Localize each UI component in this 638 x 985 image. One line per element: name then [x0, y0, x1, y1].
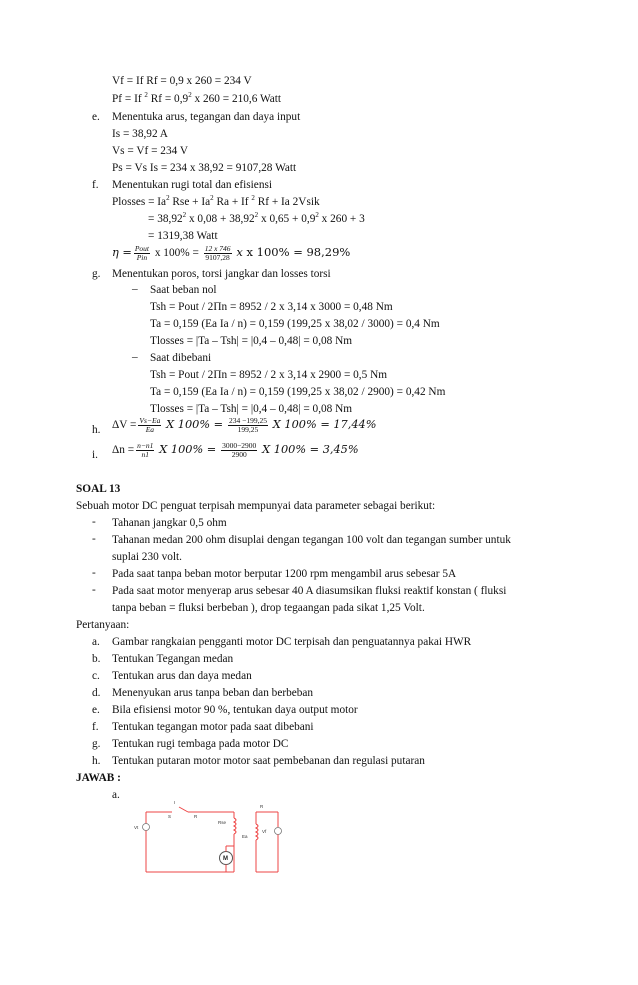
- soal-intro: Sebuah motor DC penguat terpisah mempunyai data parameter sebagai berikut:: [76, 500, 436, 512]
- question-text: Tentukan Tegangan medan: [112, 653, 234, 665]
- s-label: S: [168, 814, 172, 819]
- e-is: Is = 38,92 A: [112, 128, 168, 140]
- r1-label: R: [194, 814, 198, 819]
- f-label: f.: [92, 179, 99, 191]
- pf-line: Pf = If $^2$ $Rf = 0,9^2$ x 260 = 210,6 Watt: [112, 91, 282, 105]
- bullet-1: -: [92, 516, 96, 528]
- e-label: e.: [92, 111, 100, 123]
- delta-v-formula: ΔV = $\frac{Vs-Ea}{Ea}$ X 100% = $\frac{234 -199,25}{199,25}$ X 100% = 17,44%: [112, 415, 377, 434]
- question-text: Tentukan putaran motor motor saat pembebanan dan regulasi putaran: [112, 755, 425, 767]
- param-2b: suplai 230 volt.: [112, 551, 182, 563]
- question-label: f.: [92, 721, 99, 733]
- question-text: Menenyukan arus tanpa beban dan berbeban: [112, 687, 314, 699]
- e-title: Menentuka arus, tegangan dan daya input: [112, 111, 301, 123]
- f-title: Menentukan rugi total dan efisiensi: [112, 179, 272, 191]
- g-label: g.: [92, 268, 101, 280]
- beban-nol-tsh: Tsh = Pout / 2Πn = 8952 / 2 x 3,14 x 3000 = 0,48 Nm: [150, 301, 393, 313]
- delta-n-formula: Δn = $\frac{n-n1}{n1}$ X 100% = $\frac{3000-2900}{2900}$ X 100% = 3,45%: [112, 440, 359, 459]
- e-ps: Ps = Vs Is = 234 x 38,92 = 9107,28 Watt: [112, 162, 297, 174]
- question-text: Tentukan tegangan motor pada saat dibebani: [112, 721, 314, 733]
- i-label: i.: [92, 449, 98, 461]
- bullet-2: -: [92, 533, 96, 545]
- soal-title: SOAL 13: [76, 483, 121, 495]
- question-text: Bila efisiensi motor 90 %, tentukan daya output motor: [112, 704, 358, 716]
- h-label: h.: [92, 424, 101, 436]
- dibebani-tlosses: Tlosses = |Ta – Tsh| = |0,4 – 0,48| = 0,08 Nm: [150, 403, 353, 415]
- question-label: h.: [92, 755, 101, 767]
- vt-source-icon: [143, 824, 150, 831]
- vf-source-icon: [275, 828, 282, 835]
- bullet-3: -: [92, 567, 96, 579]
- motor-label: M: [223, 856, 228, 862]
- plosses-eq2: = $38,92^2$ x $0,08 + 38,92^2$ x $0,65 + 0,9^2$ x 260 + 3: [148, 211, 365, 225]
- dibebani-ta: Ta = 0,159 (Ea Ia / n) = 0,159 (199,25 x 38,02 / 2900) = 0,42 Nm: [150, 386, 446, 398]
- param-3: Pada saat tanpa beban motor berputar 1200 rpm mengambil arus sebesar 5A: [112, 568, 457, 580]
- question-label: a.: [92, 636, 100, 648]
- question-label: g.: [92, 738, 101, 750]
- dash-nol: –: [132, 283, 138, 295]
- param-2a: Tahanan medan 200 ohm disuplai dengan tegangan 100 volt dan tegangan sumber untuk: [112, 534, 511, 546]
- bullet-4: -: [92, 584, 96, 596]
- efficiency-formula: η = $\frac{\text{Pout}}{\text{Pin}}$ x 100% = $\frac{12 x 746}{9107,28}$ x x 100% = 98,29%: [112, 243, 351, 262]
- question-label: b.: [92, 653, 101, 665]
- vf-line: Vf = If Rf = 0,9 x 260 = 234 V: [112, 75, 252, 87]
- rse-label: Rse: [218, 820, 227, 825]
- e-vs: Vs = Vf = 234 V: [112, 145, 189, 157]
- dash-dibebani: –: [132, 351, 138, 363]
- question-text: Gambar rangkaian pengganti motor DC terpisah dan penguatannya pakai HWR: [112, 636, 472, 648]
- beban-nol-ta: Ta = 0,159 (Ea Ia / n) = 0,159 (199,25 x 38,02 / 3000) = 0,4 Nm: [150, 318, 440, 330]
- r2-label: R: [260, 804, 264, 809]
- beban-nol-title: Saat beban nol: [150, 284, 217, 296]
- i-label: I: [174, 800, 176, 805]
- circuit-diagram: [128, 800, 288, 878]
- dibebani-title: Saat dibebani: [150, 352, 212, 364]
- beban-nol-tlosses: Tlosses = |Ta – Tsh| = |0,4 – 0,48| = 0,08 Nm: [150, 335, 353, 347]
- pertanyaan-label: Pertanyaan:: [76, 619, 130, 631]
- vt-label: Vt: [134, 825, 139, 830]
- question-label: c.: [92, 670, 100, 682]
- question-text: Tentukan arus dan daya medan: [112, 670, 252, 682]
- question-text: Tentukan rugi tembaga pada motor DC: [112, 738, 289, 750]
- g-title: Menentukan poros, torsi jangkar dan losses torsi: [112, 268, 331, 280]
- plosses-line: Plosses = $Ia^2$ Rse + $Ia^2$ Ra + If $^2$ Rf + Ia 2Vsik: [112, 194, 320, 208]
- question-label: d.: [92, 687, 101, 699]
- param-1: Tahanan jangkar 0,5 ohm: [112, 517, 227, 529]
- jawab-a-label: a.: [112, 789, 120, 801]
- param-4a: Pada saat motor menyerap arus sebesar 40 A diasumsikan fluksi reaktif konstan ( fluksi: [112, 585, 507, 597]
- param-4b: tanpa beban = fluksi berbeban ), drop tegaangan pada sikat 1,25 Volt.: [112, 602, 425, 614]
- dibebani-tsh: Tsh = Pout / 2Πn = 8952 / 2 x 3,14 x 2900 = 0,5 Nm: [150, 369, 388, 381]
- ea-label: Ea: [242, 834, 248, 839]
- plosses-eq3: = 1319,38 Watt: [148, 230, 218, 242]
- jawab-label: JAWAB :: [76, 772, 121, 784]
- vf-label: Vf: [262, 829, 267, 834]
- question-label: e.: [92, 704, 100, 716]
